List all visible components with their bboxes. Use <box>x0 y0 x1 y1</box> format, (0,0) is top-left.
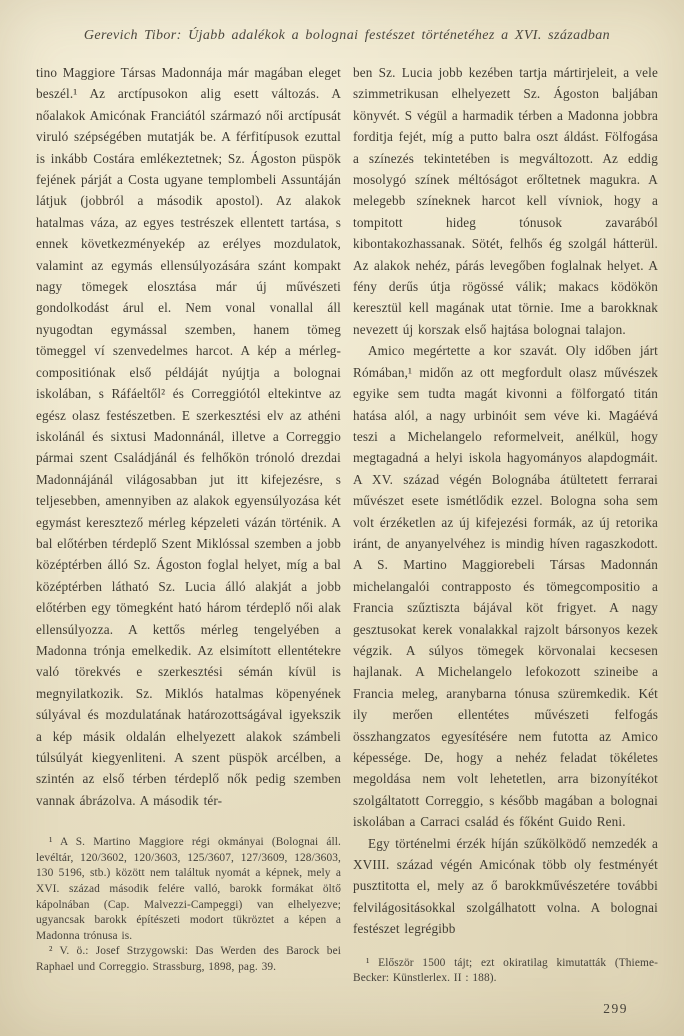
running-header: Gerevich Tibor: Újabb adalékok a bolognai festészet történetéhez a XVI. században <box>83 28 611 43</box>
right-column-paragraph-1: ben Sz. Lucia jobb kezében tartja mártirjeleit, a vele szimmetrikusan elhelyezett Sz. Ágoston baljában könyvét. S végül a harmadik térben a Madonna jobbra forditja fejét, míg a putto balra oszt áldást. Fölfogása a színezés tekintetében is megváltozott. Az eddig mosolygó színek méltóságot erőltetnek magukra. A melegebb színeknek harcot kell vívniok, hogy a tompitott hideg tónusok zavarából kibontakozhassanak. Sötét, felhős ég szolgál hátterül. Az alakok nehéz, párás levegőben foglalnak helyet. A fény derűs útja rögössé válik; makacs ködökön keresztül kell magának utat törnie. Ime a barokknak nevezett új korszak első hajtása bolognai talajon. <box>353 65 658 337</box>
right-column-paragraph-3: Egy történelmi érzék híján szűkölködő nemzedék a XVIII. század végén Amicónak több oly festményét pusztitotta el, mely az ő barokkművészetére további felvilágositásokkal szolgálhatott volna. A bolognai festészet legrégibb <box>353 835 658 937</box>
text-columns <box>36 62 658 1017</box>
right-column-paragraph-2: Amico megértette a kor szavát. Oly időben járt Rómában,¹ midőn az ott megfordult olasz művészek egyike sem tudta magát kivonni a fölforgató titán hatása alól, a nagy urbinóit sem véve ki. Magáévá teszi a Michelangelo reformelveit, anélkül, hogy megtagadná a helyi iskola hagyományos alapdogmáit. A XV. század végén Bolognába átültetett ferrarai művészet esete ismétlődik ezzel. Bologna soha sem volt érzéketlen az új kifejezési formák, az új retorika iránt, de anyanyelvéhez is mindig híven ragaszkodott. A S. Martino Maggiorebeli Társas Madonnán michelangalói contrapposto és tömegcompositio a Francia szűztiszta bájával köt frigyet. A nagy gesztusokat kerek vonalakkal rajzolt bársonyos kezek végzik. A súlyos tömegek körvonalai kecsesen hajlanak. A Michelangelo lefokozott szineibe a Francia meleg, aranybarna tónusa szüremkedik. Két ily merően ellentétes művészeti felfogás összhangzatos egyesítésére nem futotta az Amico képessége. De, hogy a nehéz feladat tökéletes megoldása nem volt lehetetlen, arra bizonyítékot szolgáltatott Correggio, s később magában a bolognai iskolában a Carraci család és főként Guido Reni. <box>353 343 658 830</box>
left-column <box>36 62 341 1017</box>
footnote-1: ¹ A S. Martino Maggiore régi okmányai (Bolognai áll. levéltár, 120/3602, 120/3603, 125/3607, 127/3609, 128/3603, 130 5196, stb.) között nem találtuk nyomát a képnek, mely a XVI. század második felére valló, barokk formákat öltő kápolnában (Cap. Malvezzi-Campeggi) van elhelyezve; ugyancsak barokk építészeti modort tükröztet a képen a Madonna trónusa is. <box>36 836 341 942</box>
left-footnotes <box>36 835 341 975</box>
left-column-text: tino Maggiore Társas Madonnája már magában eleget beszél.¹ Az arctípusokon alig esett változás. A nőalakok Amicónak Franciától származó női arctípusát viruló szépségében mutatják be. A férfitípusok ezuttal is inkább Costára emlékeztetnek; Sz. Ágoston püspök fejének párját a Costa ugyane templombeli Assuntáján látjuk (jobbról a második apostol). Az alakok hatalmas váza, az egyes testrészek ellentett tartása, s ennek következményekép az erélyes mozdulatok, valamint az egymás ellensúlyozására szánt kompakt nagy tömegek elosztása már új művészeti gondolkodást árul el. Nem vonal vonallal áll nyugodtan egymással szemben, hanem tömeg tömeggel ví szenvedelmes harcot. A kép a mérleg-compositiónak első példáját nyújtja a bolognai iskolában, s Ráfáeltől² és Correggiótól eltekintve az egész olasz festészetben. E szerkesztési elv az athéni iskolánál és sixtusi Madonnánál, illetve a Correggio pármai szent Családjánál és felhőkön trónoló drezdai Madonnájánál világosabban jut itt kifejezésre, s teljesebben, amennyiben az alakok egyensúlyozása két egymást keresztező mérleg képzeleti vázán történik. A bal előtérben térdeplő Szent Miklóssal szemben a jobb középtérben álló Sz. Ágoston foglal helyet, míg a bal középtérben látható Sz. Lucia álló alakját a jobb előtérben egy tömegként ható három térdeplő női alak ellensúlyozza. A kettős mérleg tengelyében a Madonna trónja emelkedik. Az elsimított ellentétekre való törekvés e szerkesztési sémán kívül is megnyilatkozik. Sz. Miklós hatalmas köpenyének súlyával és mozdulatának határozottságával igyekszik a kép másik oldalán elhelyezett alakok számbeli túlsúlyát kiegyenliteni. A szent püspök arcélben, a szintén az első térben térdeplő nők pedig szemben vannak ábrázolva. A második tér- <box>36 65 341 808</box>
footnote-2: ² V. ö.: Josef Strzygowski: Das Werden des Barock bei Raphael und Correggio. Strassburg, 1898, pag. 39. <box>36 945 341 973</box>
right-column <box>353 62 658 1017</box>
footnote-1-right: ¹ Először 1500 tájt; ezt okiratilag kimutatták (Thieme-Becker: Künstlerlex. II : 188). <box>353 956 658 985</box>
right-footnotes <box>353 956 658 987</box>
page-number: 299 <box>603 1000 628 1016</box>
